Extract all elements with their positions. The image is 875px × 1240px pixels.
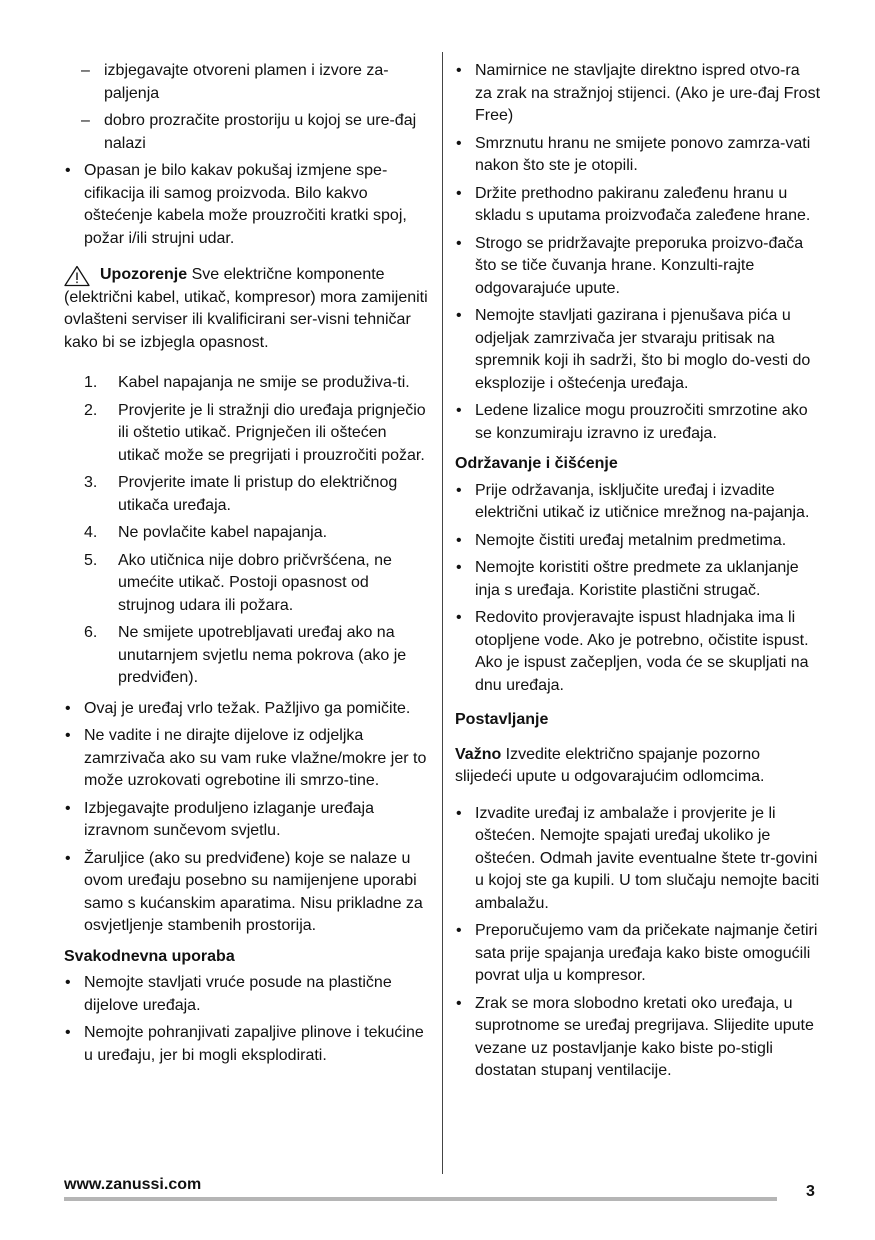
list-item-text: Strogo se pridržavajte preporuka proizvo-đača što se tiče čuvanja hrane. Konzulti-rajte odgovarajuće upute. [475,234,804,297]
list-item-text: Provjerite je li stražnji dio uređaja prignječio ili oštetio utikač. Prignječen ili oštećen utikač može se pregrijati i prouzročiti požar. [118,401,426,464]
numbered-item [64,622,429,690]
list-item [455,920,820,988]
bullet-marker: • [456,559,462,576]
numbered-item [64,400,429,468]
list-item-text: Nemojte stavljati gazirana i pjenušava pića u odjeljak zamrzivača jer stvaraju pritisak na spremnik koji ih sadrži, što bi moglo do-vesti do eksplozije i oštećenja uređaja. [475,307,811,392]
warning-paragraph [64,264,429,354]
list-item-text: Smrznutu hranu ne smijete ponovo zamrza-vati nakon što ste je otopili. [475,134,811,174]
footer-rule [64,1197,777,1201]
list-item [455,60,820,128]
bullet-marker: • [65,799,71,817]
warning-label: Upozorenje [100,266,188,283]
list-item-text: Preporučujemo vam da pričekate najmanje četiri sata prije spajanja uređaja kako biste omogućili povrat ulja u kompresor. [475,922,818,984]
list-item-text: Ne smijete upotrebljavati uređaj ako na unutarnjem svjetlu nema pokrova (ako je predviđen). [118,624,407,686]
list-item [455,530,820,553]
list-item [64,110,429,155]
list-item [455,803,820,916]
bullet-marker: • [456,804,462,822]
item-number: 1. [84,374,98,391]
left-column [64,60,429,1072]
important-paragraph [455,744,820,789]
list-item-text: Kabel napajanja ne smije se produživa-ti. [118,374,410,391]
bullet-marker: • [456,481,462,499]
list-item [64,160,429,250]
numbered-list [64,372,429,690]
item-number: 4. [84,524,98,541]
list-item-text: Opasan je bilo kakav pokušaj izmjene spe-cifikacija ili samog proizvoda. Bilo kakvo oštećenje kabela može prouzročiti kratki spoj, požar i/ili strujni udar. [84,162,407,247]
list-item-text: Ako utičnica nije dobro pričvršćena, ne umećite utikač. Postoji opasnost od strujnog udara ili požara. [118,551,392,614]
list-item [64,972,429,1017]
list-item [64,60,429,105]
bullet-marker: • [456,402,462,419]
list-item [455,480,820,525]
list-item-text: Ledene lizalice mogu prouzročiti smrzotine ako se konzumiraju izravno iz uređaja. [475,402,808,442]
list-item [64,798,429,843]
dash-marker: – [81,62,90,79]
list-item-text: Držite prethodno pakiranu zaleđenu hranu u skladu s uputama proizvođača zaleđene hrane. [475,184,811,224]
item-number: 3. [84,474,98,491]
list-item-text: Namirnice ne stavljajte direktno ispred otvo-ra za zrak na stražnjoj stijenci. (Ako je ure-đaj Frost Free) [475,62,821,124]
list-item-text: Ovaj je uređaj vrlo težak. Pažljivo ga pomičite. [84,699,411,717]
list-item-text: Nemojte pohranjivati zapaljive plinove i tekućine u uređaju, jer bi mogli eksplodirati. [84,1024,424,1064]
warning-text: Sve električne komponente (električni kabel, utikač, kompresor) mora zamijeniti ovlašteni serviser ili kvalificirani ser-visni tehničar kako bi se izbjegla opasnost. [64,266,428,351]
list-item [64,698,429,721]
list-item [64,848,429,938]
numbered-item [64,522,429,545]
numbered-item [64,550,429,618]
item-number: 5. [84,551,98,569]
bullet-marker: • [456,531,462,549]
list-item-text: Redovito provjeravajte ispust hladnjaka ima li otopljene vode. Ako je potrebno, očistite ispust. Ako je ispust začepljen, voda će se skupljati na dnu uređaja. [475,609,809,694]
footer-website: www.zanussi.com [64,1176,202,1193]
list-item-text: Provjerite imate li pristup do električnog utikača uređaja. [118,474,398,514]
bullet-marker: • [456,62,462,79]
bullet-marker: • [65,727,71,744]
list-item-text: Nemojte čistiti uređaj metalnim predmetima. [475,531,787,549]
warning-icon [64,265,90,295]
list-item [455,607,820,697]
list-item [455,557,820,602]
right-column [455,60,820,1088]
list-item-text: dobro prozračite prostoriju u kojoj se ure-đaj nalazi [104,112,417,152]
bullet-marker: • [65,162,71,179]
bullet-marker: • [65,1024,71,1041]
list-item-text: Nemojte koristiti oštre predmete za uklanjanje inja s uređaja. Koristite plastični strugač. [475,559,799,599]
numbered-item [64,372,429,395]
dash-marker: – [81,112,90,129]
list-item [455,233,820,301]
important-text: Izvedite električno spajanje pozorno slijedeći upute u odgovarajućim odlomcima. [455,745,765,785]
bullet-marker: • [456,609,462,626]
bullet-marker: • [456,184,462,202]
list-item [455,305,820,395]
list-item [455,400,820,445]
bullet-marker: • [65,699,71,717]
list-item [64,725,429,793]
page-number: 3 [806,1183,815,1200]
bullet-marker: • [456,134,462,152]
important-label: Važno [455,745,502,763]
list-item [64,1022,429,1067]
bullet-marker: • [456,234,462,252]
list-item-text: Zrak se mora slobodno kretati oko uređaja, u suprotnome se uređaj pregrijava. Slijedite upute vezane uz postavljanje kako biste po-stigli dostatan stupanj ventilacije. [475,994,814,1079]
bullet-marker: • [456,994,462,1012]
bullet-marker: • [456,922,462,939]
list-item-text: Ne povlačite kabel napajanja. [118,524,328,541]
list-item-text: Ne vadite i ne dirajte dijelove iz odjeljka zamrzivača ako su vam ruke vlažne/mokre jer to može uzrokovati ogrebotine ili smrzo-tine. [84,727,427,789]
list-item [455,993,820,1083]
item-number: 6. [84,624,98,641]
column-divider [442,52,443,1174]
list-item [455,183,820,228]
numbered-item [64,472,429,517]
list-item-text: Izbjegavajte produljeno izlaganje uređaja izravnom sunčevom svjetlu. [84,799,374,839]
section-heading-daily-use: Svakodnevna uporaba [64,947,235,965]
list-item-text: Nemojte stavljati vruće posude na plastične dijelove uređaja. [84,974,392,1014]
bullet-marker: • [65,849,71,867]
item-number: 2. [84,401,98,419]
list-item-text: izbjegavajte otvoreni plamen i izvore za-paljenja [104,62,389,102]
section-heading-installation: Postavljanje [455,711,549,728]
list-item-text: Žaruljice (ako su predviđene) koje se nalaze u ovom uređaju posebno su namijenjene uporabi samo s kućanskim aparatima. Nisu prikladne za osvjetljenje stambenih prostorija. [84,849,423,934]
list-item-text: Prije održavanja, isključite uređaj i izvadite električni utikač iz utičnice mrežnog na-pajanja. [475,481,810,521]
bullet-marker: • [456,307,462,324]
section-heading-maintenance: Održavanje i čišćenje [455,455,618,472]
bullet-marker: • [65,974,71,991]
list-item [455,133,820,178]
list-item-text: Izvadite uređaj iz ambalaže i provjerite je li oštećen. Nemojte spajati uređaj ukoliko je oštećen. Odmah javite eventualne štete tr-govini u kojoj ste ga kupili. U tom slučaju nemojte baciti ambalažu. [475,804,820,912]
